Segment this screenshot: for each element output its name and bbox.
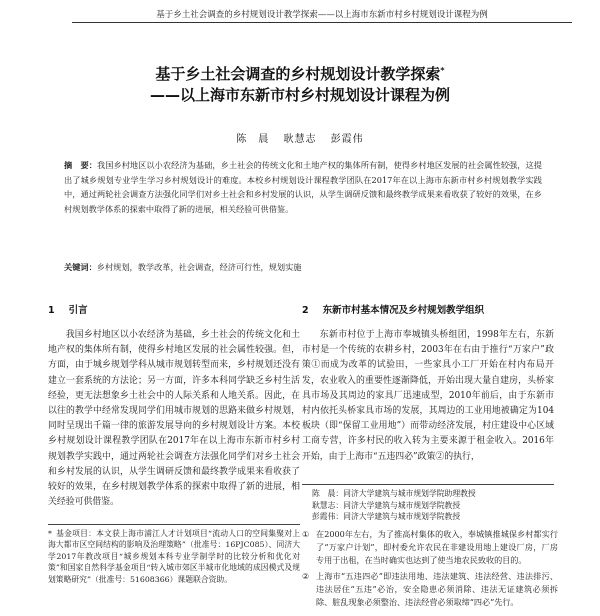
keywords [64, 260, 542, 274]
endnote-text: 在2000年左右，为了推高村集体的收入，奉城镇推城保乡村都实行了“万家户计划”，即村委允许农民在非建设用地上建设厂房，厂房专用于出租，在当时确实也达到了使当地农民致收的目的。 [316, 529, 558, 566]
author-info [302, 484, 554, 523]
title-block [0, 60, 600, 106]
author-name: 耿慧志 [283, 134, 317, 145]
funding-footnote [48, 524, 300, 585]
section-title: 东新市村基本情况及乡村规划教学组织 [322, 305, 485, 316]
section-number: 1 [48, 305, 55, 316]
author-affiliation: 陈 晨：同济大学建筑与城市规划学院助理教授 [312, 489, 476, 498]
authors [0, 130, 600, 145]
section-heading-village-overview [302, 304, 554, 318]
footnote-mark: * [48, 529, 52, 538]
endnote-text: 上海市“五违四必”即违法用地、违法建筑、违法经营、违法排污、违法居住“五违”必治，安全隐患必须消除、违法无证建筑必须拆除、脏乱现象必须整治、违法经营必须取缔“四必”先行。 [316, 570, 558, 608]
endnote-mark: ① [302, 530, 310, 539]
author-name: 陈 晨 [236, 134, 270, 145]
section-heading-introduction [48, 304, 300, 318]
section-number: 2 [302, 305, 309, 316]
left-column [48, 304, 300, 510]
article-title-line1: 基于乡土社会调查的乡村规划设计教学探索 [155, 65, 441, 83]
abstract-text: 我国乡村地区以小农经济为基础，乡土社会的传统文化和土地产权的集体所有制，使得乡村地区发展的社会属性较强，这提出了城乡规划专业学生学习乡村规划设计的难度。本校乡村规划设计课程教学团队在2017年在以上海市东新市村乡村规划教学实践中，通过两轮社会调查方法强化同学们对乡土社会和乡村发展的认识，从学生调研反馈和最终教学成果来看收获了较好的效果，在乡村规划教学体系的探索中取得了新的进展，相关经验可供借鉴。 [64, 160, 542, 214]
keywords-text: 乡村规划，教学改革，社会调查，经济可行性，规划实施 [96, 262, 302, 272]
author-affiliation: 耿慧志：同济大学建筑与城市规划学院教授 [312, 500, 461, 510]
footnote-text: 基金项目：本文获上海市浦江人才计划项目“流动人口的空间集聚对上海大都市区空间结构的影响及治理策略”（批准号：16PJC085）、同济大学2017年教改项目“城乡规划本科专业学制学时的比较分析和优化对策”和国家自然科学基金项目“转入城市郊区半城市化地域的成因模式及规划策略研究”（批准号：51608366）课题联合资助。 [48, 529, 300, 584]
article-title [0, 60, 600, 85]
endnote [302, 528, 558, 568]
body-paragraph: 东新市村位于上海市奉城镇头桥组团，1998年左右，东新市村是一个传统的农耕乡村，2003年在右由于推行“万家户”政策①而成为改革的试验田，一些家具小工厂开始在村内布局开发，农业收入的重要性逐渐降低，开始出现大量自建房，头桥家具市场及其周边的家具厂迅速成型，2010年前后，由于东新市村内依托头桥家具市场的发展，其周边的工业用地被确定为104板块（即“保留工业用地”）而带动经济发展，村庄建设中心区域工商专营，许多村民的收入转为主要来源于租金收入。2016年开始，由于上海市“五违四必”政策②的执行， [302, 330, 554, 462]
keywords-label: 关键词： [64, 262, 97, 272]
abstract-label: 摘 要： [64, 160, 97, 170]
article-subtitle: ——以上海市东新市村乡村规划设计课程为例 [149, 86, 450, 104]
endnotes [302, 528, 558, 611]
body-paragraph: 我国乡村地区以小农经济为基础，乡土社会的传统文化和土地产权的集体所有制，使得乡村地区发展的社会属性较强。但，方面，由于城乡规划学科从城市规划转型而来，乡村规划还没有建立一套系统的方法论；另一方面，许多本科同学缺乏乡村生活经验，更无法想象乡土社会中的人际关系和人地关系。因此，在以往的教学中经常发现同学们用城市规划的思路来做乡村规划，同时呈现出千篇一律的旅游发展导向的乡村规划设计方案。本校乡村规划设计课程教学团队在2017年在以上海市东新市村乡村规划教学实践中，通过两轮社会调查方法强化同学们对乡土社会和乡村发展的认识，从学生调研反馈和最终教学成果来看收获了较好的效果，在乡村规划教学体系的探索中取得了新的进展，相关经验可供借鉴。 [48, 330, 300, 508]
abstract [64, 158, 542, 216]
author-name: 彭霞伟 [330, 134, 364, 145]
running-header: 基于乡土社会调查的乡村规划设计教学探索——以上海市东新市村乡村规划设计课程为例 [72, 8, 572, 23]
right-column [302, 304, 554, 465]
endnote-mark: ② [302, 571, 310, 581]
author-affiliation: 彭霞伟：同济大学建筑与城市规划学院教授 [312, 512, 461, 522]
section-title: 引言 [68, 305, 88, 316]
endnote [302, 570, 558, 610]
title-footnote-mark: * [440, 66, 445, 75]
